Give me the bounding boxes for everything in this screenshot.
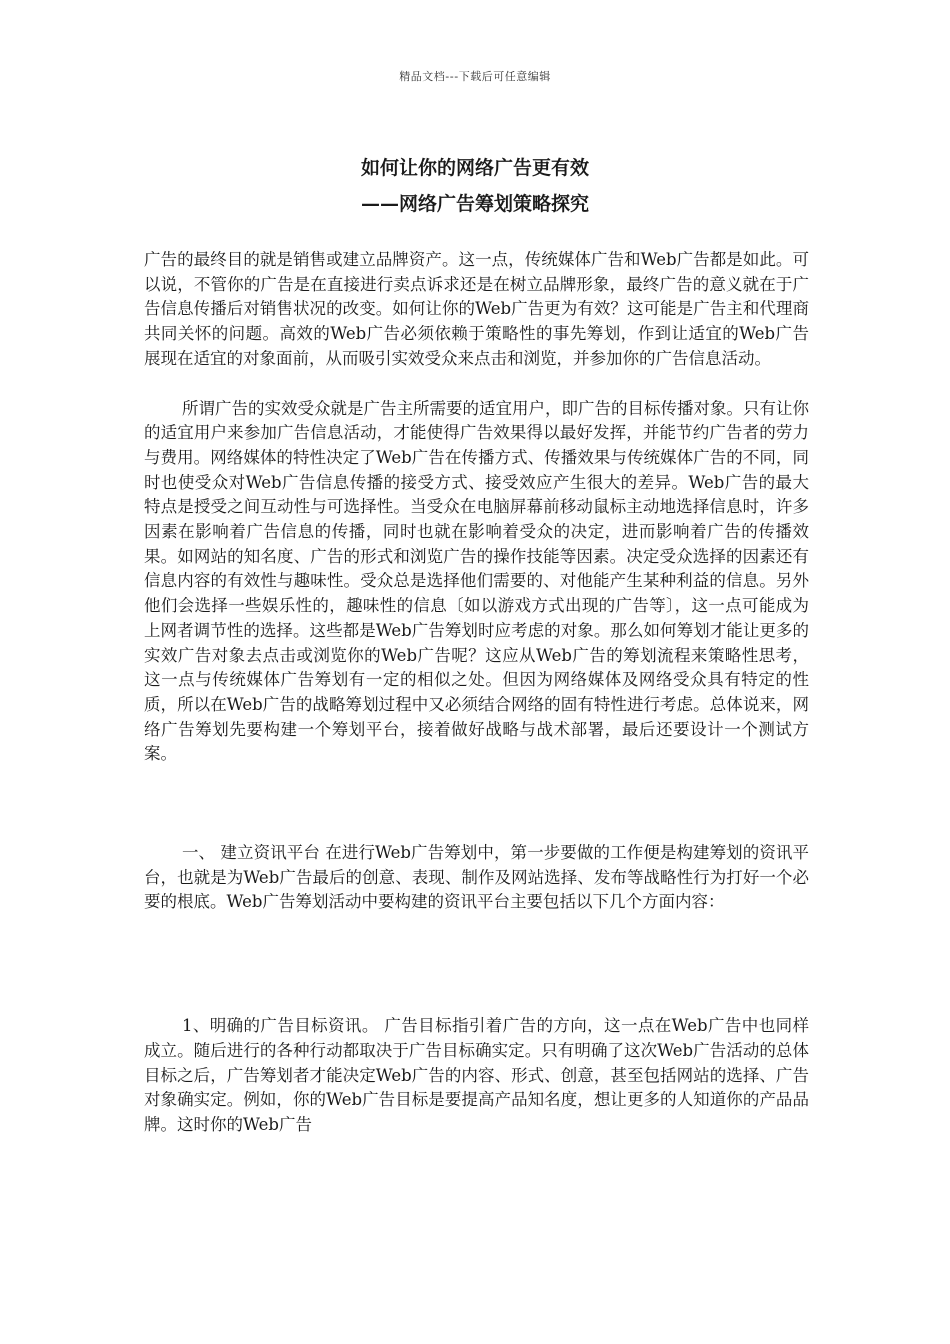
document-title: 如何让你的网络广告更有效	[360, 157, 589, 179]
document-subtitle: ——网络广告筹划策略探究	[360, 193, 589, 215]
paragraph-intro: 广告的最终目的就是销售或建立品牌资产。这一点，传统媒体广告和Web广告都是如此。可以说，不管你的广告是在直接进行卖点诉求还是在树立品牌形象，最终广告的意义就在于广告信息传播后对销售状况的改变。如何让你的Web广告更为有效？这可能是广告主和代理商共同关怀的问题。高效的Web广告必须依赖于策略性的事先筹划，作到让适宜的Web广告展现在适宜的对象面前，从而吸引实效受众来点击和浏览，并参加你的广告信息活动。	[144, 250, 809, 368]
page-header-watermark: 精品文档---下载后可任意编辑	[399, 70, 551, 83]
paragraph-item-one: 1、明确的广告目标资讯。 广告目标指引着广告的方向，这一点在Web广告中也同样成立。随后进行的各种行动都取决于广告目标确实定。只有明确了这次Web广告活动的总体目标之后，广告筹划者才能决定Web广告的内容、形式、创意，甚至包括网站的选择、广告对象确实定。例如，你的Web广告目标是要提高产品知名度，想让更多的人知道你的产品品牌。这时你的Web广告	[144, 1016, 809, 1134]
document-title-block	[0, 150, 950, 222]
paragraph-target-audience: 所谓广告的实效受众就是广告主所需要的适宜用户，即广告的目标传播对象。只有让你的适宜用户来参加广告信息活动，才能使得广告效果得以最好发挥，并能节约广告者的劳力与费用。网络媒体的特性决定了Web广告在传播方式、传播效果与传统媒体广告的不同，同时也使受众对Web广告信息传播的接受方式、接受效应产生很大的差异。Web广告的最大特点是授受之间互动性与可选择性。当受众在电脑屏幕前移动鼠标主动地选择信息时，许多因素在影响着广告信息的传播，同时也就在影响着受众的决定，进而影响着广告的传播效果。如网站的知名度、广告的形式和浏览广告的操作技能等因素。决定受众选择的因素还有信息内容的有效性与趣味性。受众总是选择他们需要的、对他能产生某种利益的信息。另外他们会选择一些娱乐性的，趣味性的信息〔如以游戏方式出现的广告等〕，这一点可能成为上网者调节性的选择。这些都是Web广告筹划时应考虑的对象。那么如何筹划才能让更多的实效广告对象去点击或浏览你的Web广告呢？这应从Web广告的筹划流程来策略性思考，这一点与传统媒体广告筹划有一定的相似之处。但因为网络媒体及网络受众具有特定的性质，所以在Web广告的战略筹划过程中又必须结合网络的固有特性进行考虑。总体说来，网络广告筹划先要构建一个筹划平台，接着做好战略与战术部署，最后还要设计一个测试方案。	[144, 398, 809, 764]
document-body	[144, 248, 809, 1138]
paragraph-section-one: 一、 建立资讯平台 在进行Web广告筹划中，第一步要做的工作便是构建筹划的资讯平台，也就是为Web广告最后的创意、表现、制作及网站选择、发布等战略性行为打好一个必要的根底。Web广告筹划活动中要构建的资讯平台主要包括以下几个方面内容：	[144, 843, 809, 912]
